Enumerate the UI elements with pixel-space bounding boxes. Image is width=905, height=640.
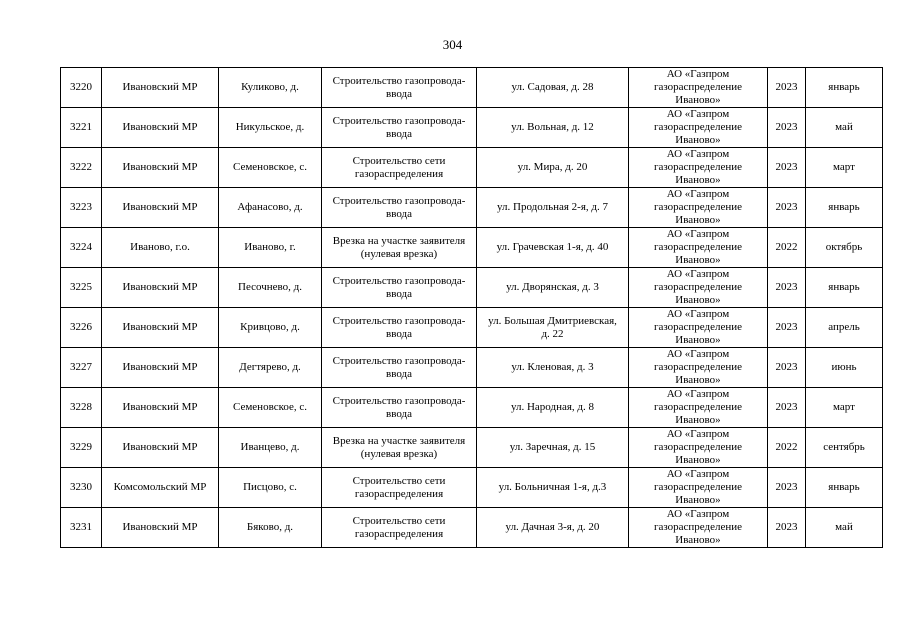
cell-district: Ивановский МР — [102, 268, 219, 308]
cell-address — [477, 228, 629, 268]
cell-organization — [629, 308, 768, 348]
cell-address-line: ул. Дворянская, д. 3 — [506, 281, 599, 293]
cell-address — [477, 308, 629, 348]
cell-organization-line: Иваново» — [675, 534, 721, 546]
cell-organization-line: АО «Газпром — [666, 148, 730, 160]
cell-work-type-line: ввода — [386, 407, 412, 420]
table-body — [61, 68, 883, 548]
cell-year: 2023 — [768, 348, 806, 388]
cell-work-type-line: газораспределения — [354, 487, 444, 500]
table-row — [61, 428, 883, 468]
cell-settlement: Афанасово, д. — [219, 188, 322, 228]
table-row — [61, 188, 883, 228]
cell-work-type — [322, 188, 477, 228]
table-row — [61, 108, 883, 148]
cell-address — [477, 508, 629, 548]
cell-address — [477, 68, 629, 108]
cell-organization-line: АО «Газпром — [666, 348, 730, 360]
cell-work-type-line: ввода — [386, 127, 412, 140]
cell-work-type-line: ввода — [386, 207, 412, 220]
cell-address-line: ул. Мира, д. 20 — [517, 161, 588, 173]
table-row — [61, 308, 883, 348]
cell-id: 3229 — [61, 428, 102, 468]
cell-organization — [629, 68, 768, 108]
cell-id: 3224 — [61, 228, 102, 268]
cell-work-type-line: Строительство газопровода- — [332, 314, 466, 327]
cell-address-line: ул. Дачная 3-я, д. 20 — [505, 521, 600, 533]
cell-id: 3231 — [61, 508, 102, 548]
cell-work-type-line: Строительство сети — [352, 514, 446, 527]
cell-district: Ивановский МР — [102, 428, 219, 468]
cell-district: Ивановский МР — [102, 508, 219, 548]
cell-organization-line: газораспределение — [653, 281, 743, 293]
cell-settlement: Семеновское, с. — [219, 388, 322, 428]
cell-address-line: ул. Продольная 2-я, д. 7 — [497, 201, 608, 213]
cell-address-line: ул. Большая Дмитриевская, — [488, 314, 617, 327]
cell-work-type — [322, 268, 477, 308]
cell-year: 2023 — [768, 468, 806, 508]
cell-organization — [629, 428, 768, 468]
cell-organization-line: газораспределение — [653, 401, 743, 413]
cell-address — [477, 468, 629, 508]
cell-work-type-line: газораспределения — [354, 527, 444, 540]
cell-organization-line: АО «Газпром — [666, 428, 730, 440]
cell-organization-line: газораспределение — [653, 241, 743, 253]
cell-organization-line: АО «Газпром — [666, 108, 730, 120]
cell-work-type-line: Строительство газопровода- — [332, 114, 466, 127]
cell-settlement: Песочнево, д. — [219, 268, 322, 308]
cell-organization-line: Иваново» — [675, 454, 721, 466]
cell-organization-line: Иваново» — [675, 94, 721, 106]
cell-organization-line: АО «Газпром — [666, 468, 730, 480]
cell-address-line: ул. Грачевская 1-я, д. 40 — [496, 241, 609, 253]
cell-work-type — [322, 428, 477, 468]
cell-address — [477, 148, 629, 188]
cell-month: январь — [806, 68, 883, 108]
cell-district: Ивановский МР — [102, 108, 219, 148]
table-row — [61, 348, 883, 388]
cell-district: Ивановский МР — [102, 68, 219, 108]
cell-id: 3220 — [61, 68, 102, 108]
cell-month: октябрь — [806, 228, 883, 268]
cell-month: март — [806, 148, 883, 188]
cell-address-line: ул. Вольная, д. 12 — [511, 121, 594, 133]
cell-organization-line: Иваново» — [675, 134, 721, 146]
cell-month: март — [806, 388, 883, 428]
cell-address-line: ул. Садовая, д. 28 — [511, 81, 594, 93]
table-row — [61, 148, 883, 188]
cell-address-line: д. 22 — [541, 327, 564, 340]
cell-organization — [629, 388, 768, 428]
cell-work-type-line: Строительство газопровода- — [332, 394, 466, 407]
cell-organization-line: Иваново» — [675, 374, 721, 386]
cell-id: 3227 — [61, 348, 102, 388]
cell-work-type-line: ввода — [386, 327, 412, 340]
cell-work-type-line: Строительство сети — [352, 154, 446, 167]
cell-district: Комсомольский МР — [102, 468, 219, 508]
cell-id: 3221 — [61, 108, 102, 148]
table-row — [61, 508, 883, 548]
cell-work-type — [322, 108, 477, 148]
cell-organization-line: Иваново» — [675, 174, 721, 186]
cell-organization-line: газораспределение — [653, 161, 743, 173]
cell-organization-line: газораспределение — [653, 121, 743, 133]
cell-organization — [629, 268, 768, 308]
cell-organization-line: АО «Газпром — [666, 268, 730, 280]
cell-month: январь — [806, 188, 883, 228]
cell-settlement: Дегтярево, д. — [219, 348, 322, 388]
cell-work-type-line: Строительство газопровода- — [332, 74, 466, 87]
cell-work-type-line: Строительство газопровода- — [332, 354, 466, 367]
cell-settlement: Иванцево, д. — [219, 428, 322, 468]
cell-year: 2023 — [768, 108, 806, 148]
cell-settlement: Кривцово, д. — [219, 308, 322, 348]
cell-organization-line: АО «Газпром — [666, 308, 730, 320]
cell-year: 2023 — [768, 508, 806, 548]
cell-address-line: ул. Народная, д. 8 — [510, 401, 595, 413]
cell-organization-line: АО «Газпром — [666, 508, 730, 520]
cell-organization-line: газораспределение — [653, 521, 743, 533]
table-row — [61, 228, 883, 268]
cell-organization-line: газораспределение — [653, 81, 743, 93]
cell-address-line: ул. Больничная 1-я, д.3 — [498, 481, 607, 493]
cell-work-type-line: газораспределения — [354, 167, 444, 180]
cell-organization-line: газораспределение — [653, 321, 743, 333]
cell-address-line: ул. Кленовая, д. 3 — [511, 361, 594, 373]
cell-work-type — [322, 388, 477, 428]
cell-organization — [629, 508, 768, 548]
cell-month: январь — [806, 268, 883, 308]
cell-id: 3225 — [61, 268, 102, 308]
cell-address — [477, 348, 629, 388]
page-number: 304 — [442, 37, 463, 52]
cell-work-type-line: Строительство газопровода- — [332, 274, 466, 287]
cell-organization-line: АО «Газпром — [666, 68, 730, 80]
cell-year: 2023 — [768, 308, 806, 348]
cell-month: январь — [806, 468, 883, 508]
cell-organization — [629, 148, 768, 188]
cell-work-type — [322, 148, 477, 188]
cell-organization — [629, 188, 768, 228]
cell-settlement: Иваново, г. — [219, 228, 322, 268]
cell-district: Ивановский МР — [102, 148, 219, 188]
cell-work-type — [322, 228, 477, 268]
cell-organization-line: Иваново» — [675, 414, 721, 426]
cell-organization-line: Иваново» — [675, 214, 721, 226]
cell-year: 2022 — [768, 228, 806, 268]
cell-year: 2023 — [768, 68, 806, 108]
cell-address — [477, 388, 629, 428]
cell-organization-line: АО «Газпром — [666, 228, 730, 240]
cell-organization-line: газораспределение — [653, 481, 743, 493]
cell-organization-line: газораспределение — [653, 201, 743, 213]
cell-work-type-line: ввода — [386, 87, 412, 100]
cell-organization-line: Иваново» — [675, 494, 721, 506]
cell-work-type-line: Строительство сети — [352, 474, 446, 487]
table-row — [61, 268, 883, 308]
cell-settlement: Никульское, д. — [219, 108, 322, 148]
cell-id: 3228 — [61, 388, 102, 428]
cell-organization-line: АО «Газпром — [666, 188, 730, 200]
cell-address — [477, 268, 629, 308]
table-row — [61, 68, 883, 108]
cell-work-type-line: (нулевая врезка) — [360, 447, 438, 460]
table-row — [61, 468, 883, 508]
cell-organization — [629, 228, 768, 268]
cell-settlement: Бяково, д. — [219, 508, 322, 548]
cell-settlement: Куликово, д. — [219, 68, 322, 108]
cell-address — [477, 108, 629, 148]
cell-organization-line: Иваново» — [675, 254, 721, 266]
cell-organization-line: газораспределение — [653, 361, 743, 373]
cell-organization-line: Иваново» — [675, 294, 721, 306]
cell-work-type-line: Врезка на участке заявителя — [332, 234, 466, 247]
cell-district: Ивановский МР — [102, 348, 219, 388]
cell-year: 2023 — [768, 268, 806, 308]
cell-work-type-line: Врезка на участке заявителя — [332, 434, 466, 447]
cell-organization-line: АО «Газпром — [666, 388, 730, 400]
cell-month: май — [806, 108, 883, 148]
cell-month: июнь — [806, 348, 883, 388]
cell-address — [477, 428, 629, 468]
cell-district: Ивановский МР — [102, 188, 219, 228]
cell-work-type — [322, 468, 477, 508]
cell-organization — [629, 108, 768, 148]
cell-id: 3226 — [61, 308, 102, 348]
cell-work-type-line: ввода — [386, 367, 412, 380]
cell-address-line: ул. Заречная, д. 15 — [509, 441, 596, 453]
cell-month: сентябрь — [806, 428, 883, 468]
cell-year: 2023 — [768, 388, 806, 428]
cell-year: 2022 — [768, 428, 806, 468]
cell-district: Иваново, г.о. — [102, 228, 219, 268]
cell-work-type — [322, 308, 477, 348]
cell-settlement: Семеновское, с. — [219, 148, 322, 188]
cell-organization-line: газораспределение — [653, 441, 743, 453]
cell-work-type-line: (нулевая врезка) — [360, 247, 438, 260]
cell-work-type — [322, 508, 477, 548]
cell-month: май — [806, 508, 883, 548]
cell-work-type — [322, 348, 477, 388]
cell-id: 3222 — [61, 148, 102, 188]
cell-work-type-line: ввода — [386, 287, 412, 300]
gasification-table — [60, 67, 883, 548]
cell-year: 2023 — [768, 148, 806, 188]
cell-organization-line: Иваново» — [675, 334, 721, 346]
cell-organization — [629, 468, 768, 508]
cell-work-type — [322, 68, 477, 108]
cell-settlement: Писцово, с. — [219, 468, 322, 508]
cell-address — [477, 188, 629, 228]
cell-work-type-line: Строительство газопровода- — [332, 194, 466, 207]
cell-district: Ивановский МР — [102, 308, 219, 348]
cell-id: 3223 — [61, 188, 102, 228]
cell-year: 2023 — [768, 188, 806, 228]
table-row — [61, 388, 883, 428]
cell-id: 3230 — [61, 468, 102, 508]
cell-month: апрель — [806, 308, 883, 348]
cell-organization — [629, 348, 768, 388]
cell-district: Ивановский МР — [102, 388, 219, 428]
